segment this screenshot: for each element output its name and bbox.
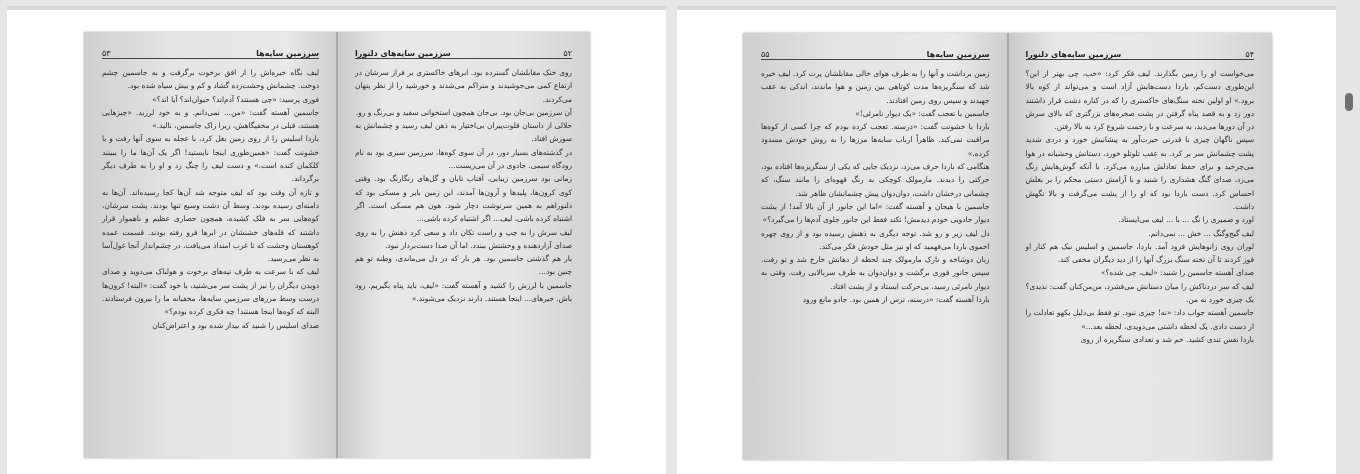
paragraph: جاسمین آهسته جواب داد: «نه! چیزی نبود. تو فقط بی‌دلیل یکهو تعادلت را از دست دادی. یک لحظه داشتی می‌دویدی، لحظه بعد...» [1025, 308, 1254, 331]
paragraph: اورد و ضمیری را نگ ... با ... لیف می‌ایستاد. [1118, 215, 1254, 225]
running-title: سرزمین سایه‌ها [256, 49, 319, 58]
page-header [761, 45, 990, 60]
page-number: ۵۳ [102, 49, 111, 58]
paragraph: صدای آهسته جاسمین را شنید: «لیف، چی شده؟» [1100, 268, 1254, 278]
panel-top-bar [677, 7, 1336, 10]
page-header [355, 44, 572, 59]
page-number: ۵۴ [1245, 50, 1254, 59]
paragraph: لیف که سر دردناکش را میان دستانش می‌فشرد، من‌من‌کنان گفت: ندیدی؟ یک چیزی خورد به من. [1025, 281, 1254, 305]
running-title: سرزمین سایه‌ها [926, 50, 990, 59]
paragraph: زمین برداشت و آنها را به طرف هوای خالی مقابلشان پرت کرد. لیف خیره شد که سنگریزه‌ها مدت کوتاهی بین زمین و هوا ماندند، اندکی به عقب جهیدند و سپس روی زمین افتادند. [761, 69, 990, 105]
paragraph: جاسمین با تعجب گفت: «یک دیوار نامرئی!» [855, 108, 990, 118]
paragraph: لوران روی زانوهایش فرود آمد. باردا، جاسمین و اسلیس نیک هم کنار او قوز کردند تا آن تخته سنگ بزرگ آنها را از دید دیگران مخفی کند. [1025, 241, 1254, 265]
paragraph: باردا با خشونت گفت: «درسته. تعجب کرده بودم که چرا کسی از کوه‌ها مراقبت نمی‌کند. ظاهراً ارباب سایه‌ها مرزها را به روش خودش مسدود کرده.» [761, 122, 990, 158]
paragraph: باردا اسلیس را از روی زمین بغل کرد، با عجله به سوی آنها رفت و با خشونت گفت: «همین‌طوری اینجا نایستید! اگر یک آن‌ها ما را ببینند کلکمان کنده است.» و دست لیف را چنگ زد و او را به طرف دیگر برگرداند. [102, 134, 319, 184]
paragraph: باردا نفس تندی کشید. خم شد و تعدادی سنگریزه از روی [1080, 334, 1254, 344]
paragraph: می‌خواست او را زمین بگذارند. لیف فکر کرد: «خب، چی بهتر از این؟ این‌طوری دست‌کم، باردا دست‌هایش آزاد است و می‌تواند از کوه بالا برود.» او اولین تخته سنگ‌های خاکستری را که در کناره دشت قرار داشتند دور زد و به قصد پناه گرفتن در پشت صخره‌های بزرگتری که بالای سرش در آن دورها می‌دید، به سرعت و با زحمت شروع کرد به بالا رفتن. [1025, 69, 1254, 132]
page-number: ۵۲ [563, 49, 572, 58]
book-spread-scan [743, 33, 1272, 460]
book-page-right [1008, 33, 1273, 460]
page-body-text [102, 66, 319, 448]
paragraph: لیف گیج‌وگنگ ... خش ... نمی‌دانم. [1148, 228, 1254, 238]
paragraph: دل لیف زیر و رو شد. توجه دیگری به ذهنش رسیده بود و از روی چهره اخموی باردا می‌فهمید که او نیز مثل خودش فکر می‌کند. [761, 228, 990, 251]
paragraph: باردا آهسته گفت: «درسته، ترس از همین بود. جادو مانع ورود [802, 295, 990, 305]
book-gutter [336, 32, 338, 458]
book-page-left [84, 32, 337, 458]
paragraph: و تازه آن وقت بود که لیف متوجه شد آن‌ها کجا رسیده‌اند. آن‌ها به دامنه‌ای رسیده بودند. وسط آن دشت وسیع تنها بودند. پشت سرشان، کوه‌هایی سر به فلک کشیده، همچون حصاری عظیم و ناهموار قرار داشتند که قله‌های خشنشان در ابرها فرو رفته بودند. قسمت عمده کوهستان وحشت که تا غرب امتداد می‌یافت، در چشم‌انداز آنجا غول‌آسا به نظر می‌رسید. [102, 187, 319, 264]
paragraph: بار هم گذشتی جاسمین بود. هر بار که در دل می‌ماندی، وطنه تو هم چنین بود... [355, 254, 572, 277]
page-number: ۵۵ [761, 50, 770, 59]
paragraph: روی خنک مقابلشان گسترده بود. ابرهای خاکستری بر فراز سرشان در ارتفاع کمی می‌جوشیدند و متراکم می‌شدند و خورشید را از نظر پنهان می‌کردند. [355, 68, 572, 104]
paragraph: هنگامی که باردا حرف می‌زد، نزدیک جایی که یکی از سنگریزه‌ها افتاده بود، حرکتی را دیدند. مارمولک کوچکی به رنگ قهوه‌ای را مانند سنگ، که چشمانی درخشان داشت، دوان‌دوان پیش چشمانشان ظاهر شد. [761, 162, 990, 198]
paragraph: حلالی از داستان قلوت‌پیران بی‌اختیار به ذهن لیف رسید و چشمانش به سوزش افتاد. [355, 121, 572, 144]
paragraph: صدای اسلیس را شنید که بیدار شده بود و اعتراض‌کنان [152, 320, 319, 330]
paragraph: لیف که با سرعت به طرف تپه‌های برخوت و هولناک می‌دوید و صدای دویدن دیگران را نیز از پشت سر می‌شنید، با خود گفت: «البته! کرون‌ها درست وسط مرزهای سرزمین سایه‌ها، مخفیانه ما را بیرون فرستادند. البته که کوه‌ها اینجا هستند! چه فکری کرده بودم؟» [102, 267, 319, 317]
book-spread-scan [84, 32, 590, 458]
book-page-right [337, 32, 590, 458]
paragraph: فوری پرسید: «چی هستند؟ آدم‌اند؟ حیوان‌اند؟ آیا اند؟» [152, 94, 319, 104]
running-title: سرزمین سایه‌های دلنورا [355, 49, 451, 58]
page-body-text [761, 67, 990, 450]
page-header [102, 44, 319, 59]
paragraph: زمانی بود سرزمین زیبایی، آفتاب تابان و گل‌های رنگارنگ بود. وقتی کوی کرون‌ها، پلیدها و آرون‌ها آمدند، این زمین بایر و مسکی بود که دلنوراهم به همین سرنوشت دچار شود. هون هم مسکی است. اگر اشتباه کرده باشی، لیف... اگر اشتباه کرده باشی... [355, 174, 572, 224]
document-page-panel-left [7, 6, 666, 474]
running-title: سرزمین سایه‌های دلنورا [1025, 50, 1122, 59]
paragraph: در گذشته‌های بسیار دور، در آن سوی کوه‌ها، سرزمین سبزی بود به نام رودگاه سیمی. جادوی در آن می‌زیست... [355, 147, 572, 171]
paragraph: لیف نگاه خیره‌اش را از افق برخوت برگرفت و به جاسمین چشم دوخت. چشمانش وحشت‌زده گشاد و کم و بیش سیاه شده بود. [102, 68, 319, 91]
book-page-left [743, 33, 1008, 460]
paragraph: جاسمین با لرزش را کشید و آهسته گفت: «لیف، باید پناه بگیریم. زود باش. جیرهای... اینجا هستند. دارند نزدیک می‌شوند.» [355, 280, 572, 304]
document-page-panel-right [677, 6, 1336, 474]
paragraph: لیف سرش را به چپ و راست تکان داد و سعی کرد ذهنش را به روی صدای آزاردهنده و وحشتش ببندد. اما آن صدا دست‌بردار نبود. [355, 227, 572, 250]
paragraph: آن سرزمین بی‌جان بود. بی‌جان همچون استخوانی سفید و بی‌رنگ و رو. [355, 107, 572, 117]
paragraph: جاسمین آهسته گفت: «من... نمی‌دانم. و به خود لرزید. «چیزهایی هستند، قبلی در مخفیگاهش، زیرا زاک جاسمین، نالید.» [102, 107, 319, 131]
paragraph: سپس ناگهان چیزی با قدرتی حیرت‌آور به پیشانیش خورد و دردی شدید پشت چشمانش سر بر کرد. به عقب تلوتلو خورد، دستانش وحشیانه در هوا می‌چرخید و برای حفظ تعادلش مبارزه می‌کرد. با آنکه گوش‌هایش زنگ می‌زد، صدای گنگ هشداری را شنید و با آرامش دستی محکم را بر بغلش احساس کرد. دست باردا بود که او را از پشت می‌گرفت و بالا نگهش داشت. [1025, 135, 1254, 211]
page-body-text [1026, 67, 1255, 450]
panel-top-bar [7, 7, 666, 10]
paragraph: زبان دوشاخه و نازک مارمولک چند لحظه از دهانش خارج شد و تو رفت. سپس جانور فوری برگشت و دوان‌دوان به طرف سربالایی رفت. وقتی به دیوار نامرئی رسید، بی‌حرکت ایستاد و از پشت افتاد. [761, 255, 990, 291]
page-header [1026, 45, 1255, 60]
page-body-text [355, 66, 572, 448]
scrollbar-thumb-icon[interactable] [1345, 93, 1353, 111]
book-gutter [1007, 33, 1009, 460]
paragraph: جاسمین با هیجان و آهسته گفت: «اما این جانور از آن بالا آمد! از پشت دیوار جادویی خودم دیدمش! نکند فقط این جانور جلوی آدم‌ها را می‌گیرد؟» [761, 201, 990, 225]
